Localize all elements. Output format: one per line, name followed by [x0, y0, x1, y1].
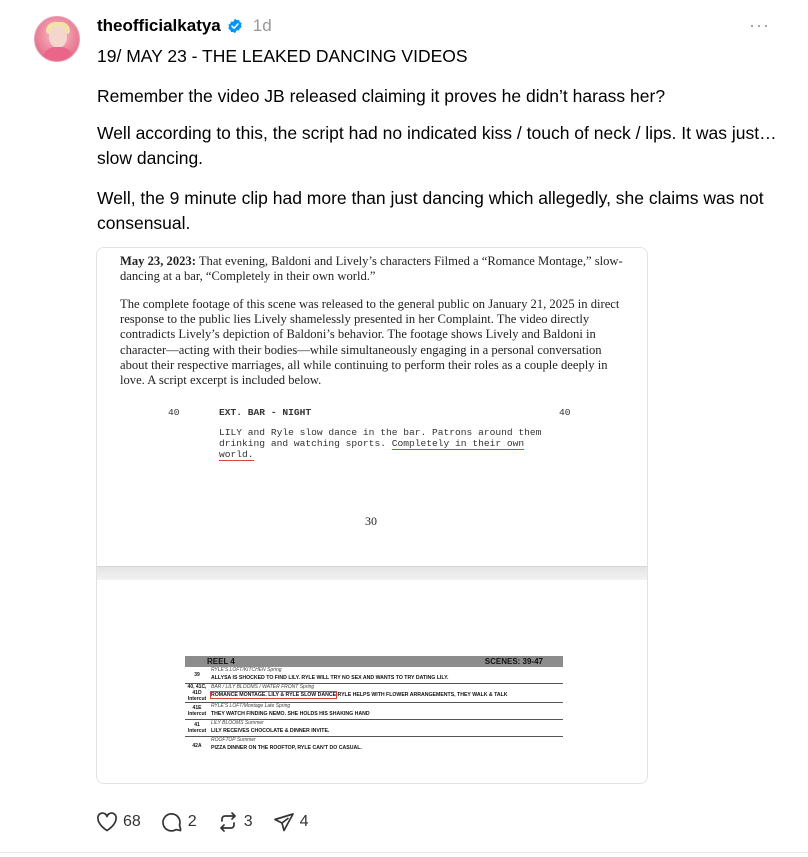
scene-text-highlight: ROMANCE MONTAGE. LILY & RYLE SLOW DANCE: [211, 692, 337, 698]
avatar-body: [43, 47, 73, 62]
post-time: 1d: [252, 16, 272, 35]
scene-location: ROOFTOP Summer: [211, 737, 256, 743]
scene-text: THEY WATCH FINDING NEMO. SHE HOLDS HIS SHAKING HAND: [211, 711, 370, 717]
table-row: [185, 703, 563, 720]
scene-num: 41 Intercut: [187, 722, 207, 734]
post-header: [97, 14, 272, 38]
table-row: [185, 737, 563, 754]
avatar[interactable]: [34, 16, 80, 62]
scene-desc: [209, 667, 563, 683]
page-divider: [97, 566, 648, 580]
scene-number-left: 40: [168, 407, 180, 418]
scene-num: 42A: [192, 742, 202, 749]
post-paragraph: Well according to this, the script had no indicated kiss / touch of neck / lips. It was just… slow dancing.: [97, 123, 777, 168]
legal-document-page: [97, 248, 648, 566]
repost-count: 3: [243, 813, 253, 830]
scene-location: RYLE'S LOFT/KITCHEN Spring: [211, 667, 282, 673]
scene-desc: [209, 684, 563, 702]
document-date: May 23, 2023:: [120, 254, 196, 268]
schedule-page: [97, 580, 648, 784]
reply-button[interactable]: [161, 811, 197, 833]
scenes-label: SCENES: 39-47: [484, 657, 543, 666]
scene-text: PIZZA DINNER ON THE ROOFTOP, RYLE CAN'T DO CASUAL.: [211, 745, 362, 751]
scene-number-right: 40: [559, 407, 571, 418]
scene-heading: EXT. BAR - NIGHT: [219, 407, 312, 418]
scene-text: [211, 691, 563, 699]
scene-text-rest: RYLE HELPS WITH FLOWER ARRANGEMENTS, THEY WALK & TALK: [337, 692, 508, 698]
post-image[interactable]: [96, 247, 648, 784]
table-row: [185, 720, 563, 737]
like-count: 68: [123, 813, 141, 830]
scene-action-text: LILY and Ryle slow dance in the bar. Patrons around them drinking and watching sports.: [219, 427, 542, 449]
share-button[interactable]: [273, 811, 309, 833]
document-paragraph-1-text: That evening, Baldoni and Lively’s characters Filmed a “Romance Montage,” slow-dancing at a bar, “Completely in their own world.”: [120, 254, 623, 283]
username[interactable]: theofficialkatya: [97, 16, 221, 35]
like-button[interactable]: [96, 812, 141, 832]
scene-action-highlight: Completely in their own: [391, 438, 525, 449]
table-row: [185, 667, 563, 684]
scene-location: BAR / LILY BLOOMS / WATER FRONT Spring: [211, 684, 315, 690]
scene-text: LILY RECEIVES CHOCOLATE & DINNER INVITE.: [211, 728, 330, 734]
scene-num: 39: [194, 672, 200, 678]
share-count: 4: [299, 813, 309, 830]
post-paragraph: Remember the video JB released claiming it proves he didn’t harass her?: [97, 86, 666, 106]
post-paragraph: Well, the 9 minute clip had more than just dancing which allegedly, she claims was not consensual.: [97, 188, 764, 233]
scene-location: LILY BLOOMS Summer: [211, 720, 264, 726]
scene-action: [219, 427, 559, 460]
repost-icon: [217, 811, 239, 833]
reel-schedule-table: [185, 656, 563, 754]
reply-count: 2: [187, 813, 197, 830]
post-title: 19/ MAY 23 - THE LEAKED DANCING VIDEOS: [97, 46, 468, 66]
more-icon[interactable]: ···: [749, 15, 770, 35]
verified-badge-icon: [227, 18, 243, 34]
scene-num: 41E Intercut: [187, 705, 207, 717]
scene-desc: [209, 703, 563, 719]
scene-action-highlight: world.: [219, 449, 254, 460]
post-divider: [0, 852, 808, 853]
page-number: 30: [365, 514, 377, 528]
reel-label: REEL 4: [207, 657, 235, 666]
scene-location: RYLE'S LOFT/Montage Late Spring: [211, 703, 291, 709]
scene-desc: [209, 720, 563, 736]
comment-icon: [161, 811, 183, 833]
scene-text: ALLYSA IS SHOCKED TO FIND LILY. RYLE WILL TRY NO SEX AND WANTS TO TRY DATING LILY.: [211, 675, 449, 681]
document-paragraph-2: The complete footage of this scene was released to the general public on January 21, 2025 in direct response to the public lies Lively shamelessly presented in her Complaint. The video directly contradicts Lively’s depiction of Baldoni’s behavior. The footage shows Lively and Baldoni in character—acting with their bodies—while simultaneously engaging in a personal conversation about their respective marriages, all while continuing to perform their roles as a couple deeply in love. A script excerpt is included below.: [120, 297, 620, 388]
scene-desc: [209, 737, 563, 754]
send-icon: [273, 811, 295, 833]
scene-num: 40, 41C, 41D Intercut: [187, 684, 207, 702]
heart-icon: [96, 812, 118, 832]
avatar-face: [49, 26, 67, 48]
document-paragraph-1: [120, 254, 630, 284]
table-row: [185, 684, 563, 703]
post-actions: [96, 810, 329, 834]
reel-header: [185, 656, 563, 667]
repost-button[interactable]: [217, 811, 253, 833]
